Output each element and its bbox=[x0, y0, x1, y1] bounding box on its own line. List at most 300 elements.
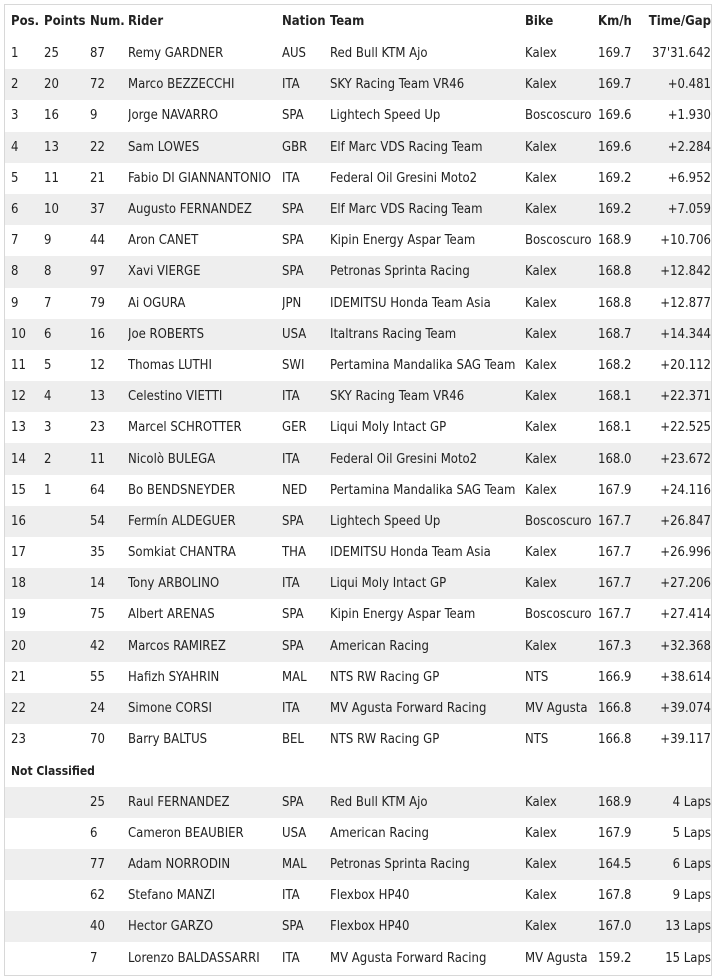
table-row-not-classified bbox=[5, 880, 712, 911]
cell-pos bbox=[5, 880, 44, 911]
cell-rider: Thomas LUTHI bbox=[128, 357, 212, 373]
cell-team: Petronas Sprinta Racing bbox=[330, 849, 525, 880]
cell-kmh: 169.2 bbox=[598, 194, 638, 225]
cell-points bbox=[44, 631, 90, 662]
table-row bbox=[5, 350, 712, 381]
cell-team: Pertamina Mandalika SAG Team bbox=[330, 357, 516, 373]
cell-bike: MV Agusta bbox=[525, 693, 598, 724]
cell-bike: Kalex bbox=[525, 46, 557, 62]
cell-nation: ITA bbox=[282, 443, 330, 474]
cell-nation: ITA bbox=[282, 950, 300, 966]
cell-time: +26.847 bbox=[638, 506, 712, 537]
cell-points bbox=[44, 787, 90, 818]
table-row-not-classified bbox=[5, 849, 712, 880]
table-row bbox=[5, 568, 712, 599]
cell-time: 37'31.642 bbox=[651, 46, 711, 62]
cell-points: 8 bbox=[44, 256, 90, 287]
header-num: Num. bbox=[90, 14, 125, 29]
cell-points: 25 bbox=[44, 46, 59, 62]
cell-rider: Bo BENDSNEYDER bbox=[128, 482, 236, 498]
cell-kmh: 169.2 bbox=[598, 170, 632, 186]
cell-time: +10.706 bbox=[660, 233, 711, 249]
cell-num: 7 bbox=[90, 950, 98, 966]
cell-num: 16 bbox=[90, 319, 128, 350]
cell-time: +12.877 bbox=[660, 295, 711, 311]
header-team: Team bbox=[330, 14, 365, 29]
results-table bbox=[5, 5, 712, 974]
cell-time: +22.525 bbox=[660, 420, 711, 436]
cell-nation: ITA bbox=[282, 170, 300, 186]
cell-rider: Xavi VIERGE bbox=[128, 256, 282, 287]
cell-num: 24 bbox=[90, 693, 128, 724]
cell-kmh: 167.7 bbox=[598, 545, 632, 561]
cell-nation: MAL bbox=[282, 849, 330, 880]
cell-points bbox=[44, 506, 90, 537]
cell-nation: ITA bbox=[282, 888, 300, 904]
cell-points: 11 bbox=[44, 170, 59, 186]
cell-points bbox=[44, 849, 90, 880]
table-row bbox=[5, 256, 712, 287]
cell-points: 13 bbox=[44, 132, 90, 163]
cell-rider: Cameron BEAUBIER bbox=[128, 825, 244, 841]
cell-bike: Kalex bbox=[525, 295, 557, 311]
cell-points bbox=[44, 537, 90, 568]
table-row bbox=[5, 599, 712, 630]
cell-time: +24.116 bbox=[660, 482, 711, 498]
cell-time: +2.284 bbox=[638, 132, 712, 163]
cell-team: Lightech Speed Up bbox=[330, 506, 525, 537]
cell-rider: Fabio DI GIANNANTONIO bbox=[128, 170, 271, 186]
cell-rider: Simone CORSI bbox=[128, 693, 282, 724]
cell-bike: Kalex bbox=[525, 69, 598, 100]
cell-rider: Hector GARZO bbox=[128, 911, 282, 942]
cell-kmh: 167.7 bbox=[598, 568, 638, 599]
cell-kmh: 169.7 bbox=[598, 46, 632, 62]
cell-points bbox=[44, 599, 90, 630]
cell-nation: SPA bbox=[282, 506, 330, 537]
cell-points: 3 bbox=[44, 420, 52, 436]
cell-time: 15 Laps bbox=[665, 950, 711, 966]
cell-time: +39.074 bbox=[638, 693, 712, 724]
cell-rider: Marcel SCHROTTER bbox=[128, 420, 242, 436]
cell-team: Italtrans Racing Team bbox=[330, 319, 525, 350]
cell-time: +14.344 bbox=[638, 319, 712, 350]
cell-team: Liqui Moly Intact GP bbox=[330, 420, 447, 436]
cell-kmh: 168.9 bbox=[598, 233, 632, 249]
cell-nation: SPA bbox=[282, 911, 330, 942]
cell-rider: Aron CANET bbox=[128, 233, 199, 249]
not-classified-heading: Not Classified bbox=[5, 755, 712, 786]
header-kmh: Km/h bbox=[598, 14, 632, 29]
cell-rider: Raul FERNANDEZ bbox=[128, 787, 282, 818]
cell-num: 55 bbox=[90, 669, 105, 685]
cell-team: Flexbox HP40 bbox=[330, 911, 525, 942]
cell-kmh: 167.9 bbox=[598, 482, 632, 498]
cell-num: 21 bbox=[90, 170, 105, 186]
cell-nation: ITA bbox=[282, 381, 330, 412]
cell-points: 9 bbox=[44, 233, 52, 249]
cell-bike: Kalex bbox=[525, 420, 557, 436]
cell-bike: Kalex bbox=[525, 787, 598, 818]
cell-team: NTS RW Racing GP bbox=[330, 732, 440, 748]
cell-num: 70 bbox=[90, 732, 105, 748]
cell-nation: MAL bbox=[282, 669, 307, 685]
table-row bbox=[5, 38, 712, 69]
cell-kmh: 167.9 bbox=[598, 825, 632, 841]
cell-time: 6 Laps bbox=[638, 849, 712, 880]
cell-time: +23.672 bbox=[638, 443, 712, 474]
cell-pos: 5 bbox=[11, 170, 19, 186]
table-row bbox=[5, 662, 712, 693]
cell-pos: 23 bbox=[11, 732, 26, 748]
table-row bbox=[5, 412, 712, 443]
cell-num: 9 bbox=[90, 108, 98, 124]
cell-pos: 3 bbox=[11, 108, 19, 124]
cell-nation: NED bbox=[282, 482, 308, 498]
cell-rider: Celestino VIETTI bbox=[128, 381, 282, 412]
cell-pos: 21 bbox=[11, 669, 26, 685]
cell-bike: Kalex bbox=[525, 825, 557, 841]
cell-pos: 8 bbox=[5, 256, 44, 287]
cell-points: 7 bbox=[44, 295, 52, 311]
cell-team: IDEMITSU Honda Team Asia bbox=[330, 545, 491, 561]
cell-pos: 1 bbox=[11, 46, 19, 62]
cell-time: +32.368 bbox=[638, 631, 712, 662]
cell-bike: Kalex bbox=[525, 170, 557, 186]
cell-kmh: 167.0 bbox=[598, 911, 638, 942]
table-row bbox=[5, 69, 712, 100]
cell-points bbox=[44, 662, 90, 693]
cell-rider: Adam NORRODIN bbox=[128, 849, 282, 880]
cell-team: Elf Marc VDS Racing Team bbox=[330, 194, 525, 225]
cell-pos: 10 bbox=[5, 319, 44, 350]
cell-num: 54 bbox=[90, 506, 128, 537]
cell-pos: 6 bbox=[5, 194, 44, 225]
cell-rider: Stefano MANZI bbox=[128, 888, 216, 904]
cell-pos bbox=[5, 818, 44, 849]
table-row bbox=[5, 132, 712, 163]
cell-rider: Tony ARBOLINO bbox=[128, 568, 282, 599]
cell-time: +27.414 bbox=[660, 607, 711, 623]
cell-pos: 15 bbox=[11, 482, 26, 498]
cell-points: 2 bbox=[44, 443, 90, 474]
not-classified-section-row bbox=[5, 755, 712, 786]
cell-pos bbox=[5, 849, 44, 880]
cell-time: +6.952 bbox=[667, 170, 711, 186]
cell-pos: 22 bbox=[5, 693, 44, 724]
cell-bike: Kalex bbox=[525, 849, 598, 880]
table-row-not-classified bbox=[5, 911, 712, 942]
cell-team: Red Bull KTM Ajo bbox=[330, 787, 525, 818]
cell-bike: Kalex bbox=[525, 357, 557, 373]
cell-bike: Boscoscuro bbox=[525, 233, 592, 249]
cell-team: Federal Oil Gresini Moto2 bbox=[330, 443, 525, 474]
table-row bbox=[5, 194, 712, 225]
cell-bike: Kalex bbox=[525, 194, 598, 225]
cell-time: 9 Laps bbox=[672, 888, 711, 904]
cell-team: MV Agusta Forward Racing bbox=[330, 693, 525, 724]
cell-time: +39.117 bbox=[660, 732, 711, 748]
cell-pos bbox=[5, 911, 44, 942]
cell-nation: SWI bbox=[282, 357, 305, 373]
cell-nation: GER bbox=[282, 420, 307, 436]
cell-bike: Kalex bbox=[525, 256, 598, 287]
cell-num: 87 bbox=[90, 46, 105, 62]
cell-num: 37 bbox=[90, 194, 128, 225]
cell-pos: 13 bbox=[11, 420, 26, 436]
cell-pos: 11 bbox=[11, 357, 26, 373]
cell-rider: Jorge NAVARRO bbox=[128, 108, 219, 124]
cell-num: 42 bbox=[90, 631, 128, 662]
cell-bike: NTS bbox=[525, 732, 549, 748]
cell-num: 72 bbox=[90, 69, 128, 100]
table-row bbox=[5, 163, 712, 194]
table-row bbox=[5, 631, 712, 662]
cell-num: 14 bbox=[90, 568, 128, 599]
cell-rider: Hafizh SYAHRIN bbox=[128, 669, 220, 685]
cell-nation: USA bbox=[282, 319, 330, 350]
cell-num: 12 bbox=[90, 357, 105, 373]
cell-points bbox=[44, 724, 90, 755]
cell-pos bbox=[5, 787, 44, 818]
cell-bike: Kalex bbox=[525, 888, 557, 904]
cell-kmh: 168.1 bbox=[598, 420, 632, 436]
cell-rider: Sam LOWES bbox=[128, 132, 282, 163]
cell-pos: 2 bbox=[5, 69, 44, 100]
cell-points bbox=[44, 911, 90, 942]
cell-rider: Albert ARENAS bbox=[128, 607, 215, 623]
cell-num: 6 bbox=[90, 825, 98, 841]
cell-rider: Fermín ALDEGUER bbox=[128, 506, 282, 537]
cell-time: +22.371 bbox=[638, 381, 712, 412]
cell-pos: 16 bbox=[5, 506, 44, 537]
cell-kmh: 168.7 bbox=[598, 319, 638, 350]
cell-pos: 17 bbox=[11, 545, 26, 561]
cell-bike: Kalex bbox=[525, 911, 598, 942]
cell-rider: Marco BEZZECCHI bbox=[128, 69, 282, 100]
header-bike: Bike bbox=[525, 14, 554, 29]
cell-rider: Nicolò BULEGA bbox=[128, 443, 282, 474]
cell-kmh: 164.5 bbox=[598, 849, 638, 880]
table-row bbox=[5, 475, 712, 506]
cell-time: +12.842 bbox=[638, 256, 712, 287]
cell-rider: Barry BALTUS bbox=[128, 732, 208, 748]
cell-nation: THA bbox=[282, 545, 306, 561]
table-row-not-classified bbox=[5, 818, 712, 849]
cell-team: Kipin Energy Aspar Team bbox=[330, 233, 476, 249]
cell-kmh: 166.9 bbox=[598, 669, 632, 685]
cell-num: 62 bbox=[90, 888, 105, 904]
cell-nation: JPN bbox=[282, 295, 302, 311]
cell-time: +26.996 bbox=[660, 545, 711, 561]
cell-bike: Boscoscuro bbox=[525, 506, 598, 537]
cell-points bbox=[44, 880, 90, 911]
cell-rider: Joe ROBERTS bbox=[128, 319, 282, 350]
cell-time: +38.614 bbox=[660, 669, 711, 685]
table-row bbox=[5, 537, 712, 568]
cell-pos: 9 bbox=[11, 295, 19, 311]
cell-num: 97 bbox=[90, 256, 128, 287]
cell-team: American Racing bbox=[330, 631, 525, 662]
cell-points: 16 bbox=[44, 108, 59, 124]
cell-team: NTS RW Racing GP bbox=[330, 669, 440, 685]
cell-time: 4 Laps bbox=[638, 787, 712, 818]
cell-pos bbox=[5, 942, 44, 973]
cell-points: 20 bbox=[44, 69, 90, 100]
cell-nation: SPA bbox=[282, 233, 304, 249]
cell-num: 23 bbox=[90, 420, 105, 436]
cell-kmh: 168.2 bbox=[598, 357, 632, 373]
cell-bike: Kalex bbox=[525, 132, 598, 163]
table-row bbox=[5, 381, 712, 412]
cell-team: Red Bull KTM Ajo bbox=[330, 46, 428, 62]
cell-nation: GBR bbox=[282, 132, 330, 163]
cell-nation: AUS bbox=[282, 46, 306, 62]
cell-num: 75 bbox=[90, 607, 105, 623]
cell-time: +1.930 bbox=[667, 108, 711, 124]
cell-kmh: 168.8 bbox=[598, 256, 638, 287]
cell-nation: SPA bbox=[282, 108, 304, 124]
cell-num: 79 bbox=[90, 295, 105, 311]
cell-points: 5 bbox=[44, 357, 52, 373]
cell-team: Pertamina Mandalika SAG Team bbox=[330, 482, 516, 498]
cell-kmh: 168.0 bbox=[598, 443, 638, 474]
cell-time: +27.206 bbox=[638, 568, 712, 599]
header-points: Points bbox=[44, 14, 86, 29]
cell-pos: 19 bbox=[11, 607, 26, 623]
cell-bike: Kalex bbox=[525, 482, 557, 498]
cell-pos: 20 bbox=[5, 631, 44, 662]
cell-team: Liqui Moly Intact GP bbox=[330, 568, 525, 599]
header-row bbox=[5, 5, 712, 38]
cell-team: American Racing bbox=[330, 825, 429, 841]
cell-kmh: 167.7 bbox=[598, 506, 638, 537]
cell-rider: Marcos RAMIREZ bbox=[128, 631, 282, 662]
cell-nation: BEL bbox=[282, 732, 304, 748]
cell-time: 5 Laps bbox=[672, 825, 711, 841]
cell-team: Federal Oil Gresini Moto2 bbox=[330, 170, 478, 186]
cell-points bbox=[44, 568, 90, 599]
cell-pos: 7 bbox=[11, 233, 19, 249]
cell-nation: SPA bbox=[282, 787, 330, 818]
cell-kmh: 167.8 bbox=[598, 888, 632, 904]
cell-pos: 12 bbox=[5, 381, 44, 412]
cell-num: 77 bbox=[90, 849, 128, 880]
cell-kmh: 169.6 bbox=[598, 108, 632, 124]
cell-bike: Kalex bbox=[525, 568, 598, 599]
header-rider: Rider bbox=[128, 14, 164, 29]
cell-nation: USA bbox=[282, 825, 307, 841]
cell-kmh: 167.7 bbox=[598, 607, 632, 623]
cell-bike: Kalex bbox=[525, 545, 557, 561]
table-row bbox=[5, 724, 712, 755]
cell-kmh: 168.8 bbox=[598, 295, 632, 311]
table-row bbox=[5, 506, 712, 537]
cell-pos: 14 bbox=[5, 443, 44, 474]
cell-bike: MV Agusta bbox=[525, 950, 588, 966]
cell-bike: Kalex bbox=[525, 631, 598, 662]
cell-rider: Somkiat CHANTRA bbox=[128, 545, 236, 561]
cell-nation: ITA bbox=[282, 693, 330, 724]
table-row bbox=[5, 693, 712, 724]
cell-bike: Kalex bbox=[525, 319, 598, 350]
cell-kmh: 168.1 bbox=[598, 381, 638, 412]
results-body bbox=[5, 38, 712, 974]
cell-rider: Remy GARDNER bbox=[128, 46, 224, 62]
cell-team: Lightech Speed Up bbox=[330, 108, 441, 124]
cell-nation: ITA bbox=[282, 568, 330, 599]
cell-nation: ITA bbox=[282, 69, 330, 100]
cell-num: 44 bbox=[90, 233, 105, 249]
cell-pos: 4 bbox=[5, 132, 44, 163]
cell-bike: Kalex bbox=[525, 443, 598, 474]
table-row bbox=[5, 225, 712, 256]
cell-num: 13 bbox=[90, 381, 128, 412]
cell-time: +0.481 bbox=[638, 69, 712, 100]
cell-num: 11 bbox=[90, 443, 128, 474]
cell-time: 13 Laps bbox=[638, 911, 712, 942]
cell-team: Elf Marc VDS Racing Team bbox=[330, 132, 525, 163]
cell-num: 35 bbox=[90, 545, 105, 561]
cell-nation: SPA bbox=[282, 194, 330, 225]
cell-num: 25 bbox=[90, 787, 128, 818]
table-row bbox=[5, 100, 712, 131]
cell-points bbox=[44, 693, 90, 724]
cell-time: +20.112 bbox=[660, 357, 711, 373]
cell-num: 22 bbox=[90, 132, 128, 163]
cell-points bbox=[44, 942, 90, 973]
header-nation: Nation bbox=[282, 14, 326, 29]
cell-nation: SPA bbox=[282, 256, 330, 287]
cell-points: 4 bbox=[44, 381, 90, 412]
cell-kmh: 169.6 bbox=[598, 132, 638, 163]
cell-points bbox=[44, 818, 90, 849]
header-pos: Pos. bbox=[11, 14, 40, 29]
results-panel bbox=[4, 4, 712, 976]
cell-time: +7.059 bbox=[638, 194, 712, 225]
cell-team: Flexbox HP40 bbox=[330, 888, 410, 904]
cell-rider: Augusto FERNANDEZ bbox=[128, 194, 282, 225]
cell-bike: Boscoscuro bbox=[525, 607, 592, 623]
cell-points: 1 bbox=[44, 482, 52, 498]
cell-num: 40 bbox=[90, 911, 128, 942]
cell-points: 10 bbox=[44, 194, 90, 225]
cell-bike: Kalex bbox=[525, 381, 598, 412]
cell-kmh: 168.9 bbox=[598, 787, 638, 818]
cell-rider: Lorenzo BALDASSARRI bbox=[128, 950, 260, 966]
cell-nation: SPA bbox=[282, 607, 304, 623]
table-row-not-classified bbox=[5, 942, 712, 973]
cell-rider: Ai OGURA bbox=[128, 295, 186, 311]
cell-bike: NTS bbox=[525, 669, 549, 685]
table-row-not-classified bbox=[5, 787, 712, 818]
header-time: Time/Gap bbox=[648, 14, 711, 29]
table-row bbox=[5, 443, 712, 474]
cell-kmh: 159.2 bbox=[598, 950, 632, 966]
cell-team: IDEMITSU Honda Team Asia bbox=[330, 295, 491, 311]
cell-kmh: 169.7 bbox=[598, 69, 638, 100]
cell-team: SKY Racing Team VR46 bbox=[330, 69, 525, 100]
cell-kmh: 167.3 bbox=[598, 631, 638, 662]
table-row bbox=[5, 319, 712, 350]
cell-kmh: 166.8 bbox=[598, 732, 632, 748]
cell-num: 64 bbox=[90, 482, 105, 498]
table-row bbox=[5, 288, 712, 319]
cell-points: 6 bbox=[44, 319, 90, 350]
cell-nation: SPA bbox=[282, 631, 330, 662]
cell-kmh: 166.8 bbox=[598, 693, 638, 724]
cell-bike: Boscoscuro bbox=[525, 108, 592, 124]
